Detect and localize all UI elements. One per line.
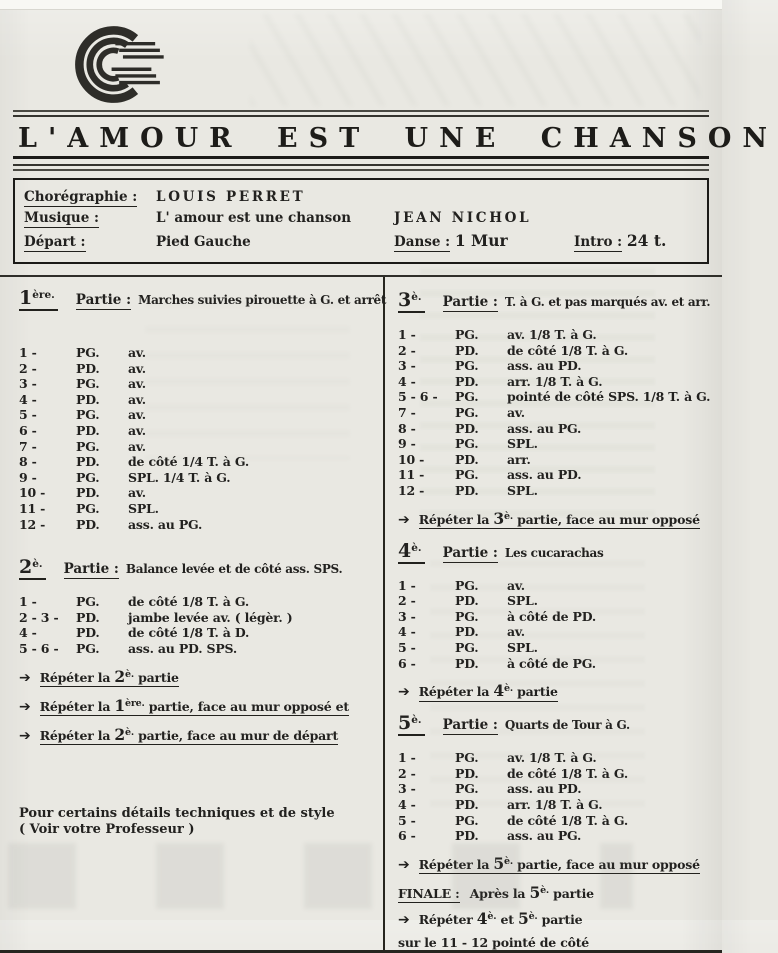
step-move: ass. au PG. bbox=[507, 420, 582, 436]
step-count: 4 - bbox=[398, 373, 416, 389]
step-move: SPL. bbox=[507, 483, 538, 499]
step-move: arr. bbox=[507, 451, 531, 467]
repeat-text: Répéter la $4^{è.}$ partie bbox=[418, 681, 558, 701]
step-count: 4 - bbox=[398, 624, 416, 640]
part-title: Balance levée et de côté ass. SPS. bbox=[125, 562, 343, 577]
step-row bbox=[398, 656, 714, 672]
step-foot: PD. bbox=[76, 609, 100, 625]
step-foot: PD. bbox=[455, 765, 479, 781]
step-count: 9 - bbox=[19, 469, 37, 485]
step-foot: PG. bbox=[455, 358, 479, 374]
rule-line bbox=[13, 164, 709, 166]
logo-row bbox=[0, 10, 722, 110]
step-row bbox=[19, 625, 371, 641]
part-label: Partie : bbox=[442, 294, 498, 311]
step-count: 1 - bbox=[19, 594, 37, 610]
part-number-ref: 4 bbox=[476, 908, 488, 928]
step-move: av. bbox=[128, 391, 146, 407]
step-move: pointé de côté SPS. 1/8 T. à G. bbox=[507, 389, 711, 405]
step-foot: PD. bbox=[455, 342, 479, 358]
step-foot: PD. bbox=[455, 624, 479, 640]
step-move: SPL. bbox=[507, 640, 538, 655]
step-foot: PG. bbox=[76, 376, 100, 392]
rule-line bbox=[13, 169, 709, 171]
step-move: de côté 1/8 T. à G. bbox=[507, 342, 629, 358]
step-count: 6 - bbox=[398, 828, 416, 844]
step-row bbox=[19, 376, 371, 392]
step-count: 2 - bbox=[398, 593, 416, 609]
step-move: av. bbox=[507, 577, 525, 593]
repeat-line bbox=[398, 509, 714, 528]
step-foot: PG. bbox=[455, 750, 479, 766]
step-move: SPL. bbox=[507, 436, 538, 452]
step-row bbox=[398, 750, 714, 766]
step-move: à côté de PD. bbox=[507, 608, 597, 624]
step-row bbox=[19, 361, 371, 377]
step-move: de côté 1/4 T. à G. bbox=[128, 454, 250, 470]
step-move: ass. au PD. bbox=[507, 467, 582, 483]
step-count: 5 - 6 - bbox=[398, 389, 438, 405]
step-count: 10 - bbox=[398, 451, 425, 467]
step-row bbox=[19, 517, 371, 533]
step-foot: PG. bbox=[455, 640, 479, 655]
part-number: $2^{è.}$ bbox=[19, 558, 46, 580]
step-row bbox=[398, 578, 714, 594]
step-count: 1 - bbox=[398, 750, 416, 766]
intro-label: Intro : bbox=[574, 234, 623, 251]
step-move: av. bbox=[128, 423, 146, 439]
step-count: 8 - bbox=[19, 454, 37, 470]
part-section bbox=[19, 287, 387, 532]
step-foot: PG. bbox=[76, 594, 100, 610]
step-foot: PD. bbox=[76, 625, 100, 641]
step-count: 11 - bbox=[398, 467, 425, 483]
step-count: 5 - 6 - bbox=[19, 641, 59, 656]
step-move: à côté de PG. bbox=[507, 655, 596, 671]
step-row bbox=[19, 470, 371, 486]
step-foot: PD. bbox=[76, 516, 100, 532]
step-foot: PG. bbox=[455, 389, 479, 405]
step-move: SPL. 1/4 T. à G. bbox=[128, 469, 231, 485]
part-header bbox=[398, 539, 714, 564]
step-foot: PG. bbox=[455, 812, 479, 828]
arrow-icon: ➔ bbox=[19, 727, 31, 744]
step-foot: PD. bbox=[455, 655, 479, 671]
step-row bbox=[398, 593, 714, 609]
part-number-ref: 1 bbox=[114, 695, 125, 715]
part-label: Partie : bbox=[442, 544, 498, 561]
step-move: de côté 1/8 T. à D. bbox=[128, 625, 250, 641]
step-move: av. bbox=[128, 345, 146, 361]
step-row bbox=[19, 392, 371, 408]
step-row bbox=[19, 610, 371, 626]
step-row bbox=[398, 374, 714, 390]
part-header bbox=[19, 558, 371, 580]
steps-list bbox=[398, 327, 714, 499]
part-section bbox=[398, 539, 714, 701]
part-label: Partie : bbox=[75, 292, 132, 309]
footer-note-line2: ( Voir votre Professeur ) bbox=[19, 822, 195, 838]
step-move: av. bbox=[128, 438, 146, 454]
step-row bbox=[398, 766, 714, 782]
step-move: ass. au PD. bbox=[507, 358, 582, 374]
step-move: av. bbox=[128, 485, 146, 501]
step-count: 5 - bbox=[398, 812, 416, 828]
repeat-line bbox=[19, 696, 371, 715]
finale-repeat-line bbox=[398, 909, 714, 928]
step-foot: PG. bbox=[455, 436, 479, 452]
step-move: av. 1/8 T. à G. bbox=[507, 327, 597, 343]
step-foot: PD. bbox=[455, 483, 479, 499]
step-count: 12 - bbox=[19, 516, 46, 532]
danse-value: 1 Mur bbox=[454, 231, 508, 251]
part-number: $1^{ère.}$ bbox=[19, 289, 58, 311]
step-row bbox=[398, 436, 714, 452]
step-count: 2 - bbox=[19, 360, 37, 376]
part-number-ref: 5 bbox=[493, 853, 504, 873]
left-column bbox=[0, 277, 385, 950]
step-foot: PG. bbox=[76, 469, 100, 485]
step-count: 4 - bbox=[19, 391, 37, 407]
step-count: 9 - bbox=[398, 436, 416, 452]
step-foot: PD. bbox=[455, 373, 479, 389]
step-foot: PG. bbox=[76, 407, 100, 423]
intro-value: 24 t. bbox=[626, 231, 667, 251]
part-ordinal-sup: è. bbox=[540, 885, 550, 896]
repeat-line bbox=[398, 854, 714, 873]
part-section bbox=[398, 714, 714, 873]
step-foot: PG. bbox=[76, 438, 100, 454]
step-row bbox=[398, 781, 714, 797]
step-row bbox=[398, 405, 714, 421]
footer-note-line1: Pour certains détails techniques et de style bbox=[19, 805, 335, 821]
step-move: ass. au PG. bbox=[128, 516, 203, 532]
step-move: arr. 1/8 T. à G. bbox=[507, 373, 603, 389]
step-move: av. bbox=[507, 405, 525, 421]
part-title: Les cucarachas bbox=[504, 545, 604, 560]
repeat-text: Répéter la $3^{è.}$ partie, face au mur opposé bbox=[418, 508, 700, 528]
step-move: de côté 1/8 T. à G. bbox=[507, 812, 629, 828]
steps-list bbox=[398, 578, 714, 672]
step-count: 3 - bbox=[398, 358, 416, 374]
arrow-icon: ➔ bbox=[398, 684, 410, 701]
step-count: 12 - bbox=[398, 483, 425, 499]
step-count: 5 - bbox=[398, 640, 416, 655]
step-count: 3 - bbox=[398, 608, 416, 624]
repeat-line bbox=[19, 667, 371, 686]
danse-label: Danse : bbox=[394, 234, 451, 251]
finale-header-line bbox=[398, 883, 714, 902]
choreography-value: LOUIS PERRET bbox=[156, 189, 306, 206]
left-parts bbox=[19, 287, 387, 744]
part-number-ref: 5 bbox=[517, 908, 529, 928]
part-number-ref: 3 bbox=[493, 508, 504, 528]
part-header bbox=[398, 714, 714, 736]
part-title: Quarts de Tour à G. bbox=[504, 718, 630, 733]
step-move: av. 1/8 T. à G. bbox=[507, 750, 597, 766]
repeat-line bbox=[398, 681, 714, 700]
repeat-text: Répéter la $5^{è.}$ partie, face au mur opposé bbox=[418, 853, 700, 873]
step-move: av. bbox=[507, 624, 525, 640]
step-move: av. bbox=[128, 376, 146, 392]
step-row bbox=[398, 813, 714, 829]
depart-value: Pied Gauche bbox=[156, 234, 251, 251]
step-foot: PD. bbox=[76, 485, 100, 501]
step-row bbox=[398, 624, 714, 640]
step-row bbox=[19, 485, 371, 501]
scan-top-edge bbox=[0, 0, 722, 10]
part-ordinal-sup: è. bbox=[503, 683, 513, 695]
step-row bbox=[398, 358, 714, 374]
step-row bbox=[398, 609, 714, 625]
repeat-instructions bbox=[398, 509, 714, 528]
right-column bbox=[385, 277, 722, 950]
part-header bbox=[19, 287, 387, 311]
step-row bbox=[19, 454, 371, 470]
part-section bbox=[19, 558, 371, 743]
club-logo-icon bbox=[68, 20, 176, 110]
step-move: jambe levée av. ( légèr. ) bbox=[128, 609, 293, 625]
part-ordinal-sup: ère. bbox=[124, 697, 145, 709]
step-count: 1 - bbox=[19, 345, 37, 361]
step-foot: PG. bbox=[455, 608, 479, 624]
music-label: Musique : bbox=[24, 210, 100, 227]
depart-label: Départ : bbox=[24, 234, 86, 251]
step-row bbox=[19, 439, 371, 455]
part-number: $5^{è.}$ bbox=[398, 714, 425, 736]
step-foot: PD. bbox=[455, 796, 479, 812]
step-move: av. bbox=[128, 360, 146, 376]
step-foot: PD. bbox=[455, 828, 479, 844]
part-number-ref: 5 bbox=[529, 882, 541, 902]
content-columns bbox=[0, 277, 722, 950]
step-move: ass. au PD. bbox=[507, 781, 582, 797]
repeat-instructions bbox=[398, 854, 714, 873]
repeat-line bbox=[19, 725, 371, 744]
step-move: arr. 1/8 T. à G. bbox=[507, 796, 603, 812]
step-row bbox=[398, 327, 714, 343]
step-foot: PD. bbox=[455, 451, 479, 467]
title-block bbox=[0, 110, 778, 171]
part-ordinal-sup: è. bbox=[487, 911, 497, 922]
rule-line bbox=[0, 950, 722, 953]
step-foot: PG. bbox=[76, 345, 100, 361]
step-count: 6 - bbox=[19, 423, 37, 439]
part-title: T. à G. et pas marqués av. et arr. bbox=[504, 295, 711, 310]
repeat-instructions bbox=[19, 667, 371, 744]
step-move: ass. au PG. bbox=[507, 828, 582, 844]
arrow-icon: ➔ bbox=[19, 669, 31, 686]
step-row bbox=[398, 467, 714, 483]
part-number: $3^{è.}$ bbox=[398, 291, 425, 313]
step-row bbox=[398, 389, 714, 405]
step-count: 4 - bbox=[398, 796, 416, 812]
part-section bbox=[398, 291, 714, 528]
repeat-text: Répéter la $1^{ère.}$ partie, face au mur opposé et bbox=[39, 695, 349, 715]
part-ordinal-sup: è. bbox=[503, 510, 513, 522]
artist-name: JEAN NICHOL bbox=[394, 210, 532, 227]
step-foot: PD. bbox=[76, 391, 100, 407]
page-title: L'AMOUR EST UNE CHANSON bbox=[13, 123, 709, 159]
steps-list bbox=[19, 594, 371, 656]
rule-line bbox=[13, 110, 709, 112]
part-number-ref: 2 bbox=[114, 666, 125, 686]
step-foot: PG. bbox=[455, 577, 479, 593]
step-count: 3 - bbox=[19, 376, 37, 392]
part-number: $4^{è.}$ bbox=[398, 542, 425, 564]
step-count: 1 - bbox=[398, 577, 416, 593]
step-foot: PG. bbox=[455, 405, 479, 421]
step-foot: PG. bbox=[76, 641, 100, 656]
finale-last-line: sur le 11 - 12 pointé de côté bbox=[398, 934, 590, 950]
step-row bbox=[19, 423, 371, 439]
arrow-icon: ➔ bbox=[19, 698, 31, 715]
step-foot: PD. bbox=[455, 420, 479, 436]
part-ordinal-sup: è. bbox=[528, 911, 538, 922]
step-row bbox=[19, 345, 371, 361]
step-move: ass. au PD. SPS. bbox=[128, 641, 238, 656]
step-row bbox=[398, 421, 714, 437]
step-move: de côté 1/8 T. à G. bbox=[507, 765, 629, 781]
finale-section bbox=[398, 883, 714, 950]
finale-label: FINALE : bbox=[398, 885, 460, 901]
step-row bbox=[398, 452, 714, 468]
part-label: Partie : bbox=[63, 561, 119, 578]
choreography-label: Chorégraphie : bbox=[24, 189, 138, 206]
step-count: 4 - bbox=[19, 625, 37, 641]
part-label: Partie : bbox=[442, 717, 498, 734]
step-count: 3 - bbox=[398, 781, 416, 797]
repeat-text: Répéter la $2^{è.}$ partie bbox=[39, 666, 179, 686]
steps-list bbox=[398, 750, 714, 844]
part-ordinal-sup: è. bbox=[124, 668, 134, 680]
step-count: 7 - bbox=[398, 405, 416, 421]
info-row-depart bbox=[24, 229, 698, 253]
step-row bbox=[19, 407, 371, 423]
step-count: 2 - bbox=[398, 765, 416, 781]
steps-list bbox=[19, 345, 371, 532]
part-number-ref: 2 bbox=[114, 724, 125, 744]
arrow-icon: ➔ bbox=[398, 911, 410, 928]
step-count: 2 - bbox=[398, 342, 416, 358]
step-row bbox=[19, 594, 371, 610]
step-foot: PD. bbox=[455, 593, 479, 609]
arrow-icon: ➔ bbox=[398, 856, 410, 873]
step-row bbox=[398, 640, 714, 656]
part-ordinal-sup: è. bbox=[503, 856, 513, 867]
step-count: 8 - bbox=[398, 420, 416, 436]
step-foot: PD. bbox=[76, 360, 100, 376]
step-row bbox=[19, 641, 371, 657]
step-move: SPL. bbox=[507, 593, 538, 609]
step-foot: PG. bbox=[455, 467, 479, 483]
info-row-music bbox=[24, 208, 698, 229]
step-row bbox=[19, 501, 371, 517]
step-move: SPL. bbox=[128, 501, 159, 517]
step-foot: PG. bbox=[455, 781, 479, 797]
step-count: 7 - bbox=[19, 438, 37, 454]
step-foot: PD. bbox=[76, 454, 100, 470]
repeat-instructions bbox=[398, 681, 714, 700]
info-box bbox=[13, 178, 709, 264]
info-row-choreography bbox=[24, 187, 698, 208]
step-foot: PG. bbox=[76, 501, 100, 517]
step-count: 6 - bbox=[398, 655, 416, 671]
repeat-text: Répéter la $2^{è.}$ partie, face au mur de départ bbox=[39, 724, 339, 744]
step-count: 1 - bbox=[398, 327, 416, 343]
part-number-ref: 4 bbox=[493, 681, 504, 701]
step-row bbox=[398, 797, 714, 813]
step-count: 11 - bbox=[19, 501, 46, 517]
right-parts bbox=[398, 291, 714, 873]
rule-line bbox=[13, 115, 709, 117]
step-count: 5 - bbox=[19, 407, 37, 423]
step-foot: PD. bbox=[76, 423, 100, 439]
step-row bbox=[398, 828, 714, 844]
step-count: 10 - bbox=[19, 485, 46, 501]
finale-after-text: Après la $5^{è.}$ partie bbox=[469, 882, 594, 902]
finale-repeat-text: Répéter $4^{è.}$ et $5^{è.}$ partie bbox=[418, 908, 583, 928]
footer-note bbox=[19, 806, 371, 840]
step-count: 2 - 3 - bbox=[19, 609, 59, 625]
arrow-icon: ➔ bbox=[398, 511, 410, 528]
part-title: Marches suivies pirouette à G. et arrêt bbox=[138, 293, 387, 308]
step-foot: PG. bbox=[455, 327, 479, 343]
step-row bbox=[398, 483, 714, 499]
step-move: av. bbox=[128, 407, 146, 423]
music-value: L' amour est une chanson bbox=[156, 210, 352, 227]
step-move: de côté 1/8 T. à G. bbox=[128, 594, 250, 610]
step-row bbox=[398, 343, 714, 359]
part-ordinal-sup: è. bbox=[124, 726, 134, 738]
part-header bbox=[398, 291, 714, 313]
